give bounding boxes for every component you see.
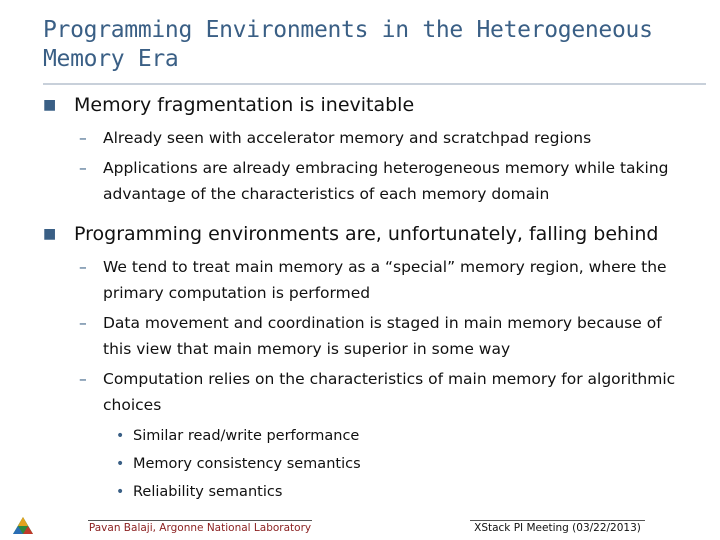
- dash-bullet-icon: –: [79, 314, 87, 332]
- sub-bullet-2-2: [43, 310, 683, 362]
- sub-bullet-2-1-text: We tend to treat main memory as a “special” memory region, where the primary computation is performed: [103, 258, 667, 302]
- sub-bullet-2-3: [43, 366, 683, 418]
- sub-bullet-1-2: [43, 155, 683, 207]
- square-bullet-icon: ■: [43, 226, 57, 242]
- sub-sub-bullet-1: [43, 422, 683, 450]
- slide-title-line-1: Programming Environments in the Heterogeneous: [43, 17, 653, 43]
- sub-bullet-1-1: [43, 125, 683, 151]
- dash-bullet-icon: –: [79, 159, 87, 177]
- sub-sub-bullet-3: [43, 478, 683, 506]
- bullet-2-text: Programming environments are, unfortunately, falling behind: [74, 223, 659, 245]
- sub-bullet-2-3-text: Computation relies on the characteristics of main memory for algorithmic choices: [103, 370, 676, 414]
- slide-body: [43, 92, 683, 506]
- sub-bullet-1-2-text: Applications are already embracing heterogeneous memory while taking advantage of the characteristics of each memory domain: [103, 159, 669, 203]
- sub-bullet-2-1: [43, 254, 683, 306]
- sub-sub-bullet-3-text: Reliability semantics: [133, 484, 283, 500]
- slide-title-line-2: Memory Era: [43, 46, 179, 72]
- bullet-1: [43, 93, 683, 117]
- sub-sub-bullet-1-text: Similar read/write performance: [133, 428, 360, 444]
- argonne-logo-icon: [12, 516, 34, 536]
- sub-bullet-1-1-text: Already seen with accelerator memory and scratchpad regions: [103, 129, 592, 147]
- dash-bullet-icon: –: [79, 129, 87, 147]
- footer-event: XStack PI Meeting (03/22/2013): [470, 520, 645, 534]
- dot-bullet-icon: •: [116, 428, 125, 444]
- sub-sub-bullet-2: [43, 450, 683, 478]
- dot-bullet-icon: •: [116, 484, 125, 500]
- square-bullet-icon: ■: [43, 97, 57, 113]
- sub-sub-bullet-2-text: Memory consistency semantics: [133, 456, 361, 472]
- sub-bullet-2-2-text: Data movement and coordination is staged in main memory because of this view that main memory is superior in some way: [103, 314, 662, 358]
- dash-bullet-icon: –: [79, 258, 87, 276]
- bullet-2: [43, 222, 683, 246]
- bullet-1-text: Memory fragmentation is inevitable: [74, 94, 415, 116]
- dash-bullet-icon: –: [79, 370, 87, 388]
- title-divider: [43, 83, 706, 85]
- dot-bullet-icon: •: [116, 456, 125, 472]
- footer-presenter: Pavan Balaji, Argonne National Laboratory: [88, 522, 312, 534]
- slide-title: [43, 16, 703, 74]
